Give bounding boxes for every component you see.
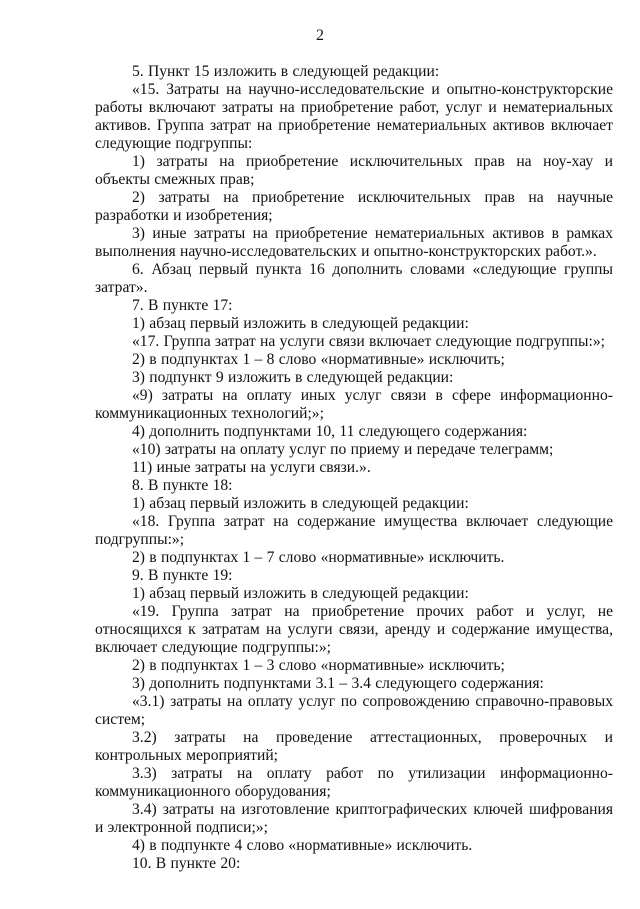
paragraph-clause-19: «19. Группа затрат на приобретение прочих работ и услуг, не относящихся к затратам на услуги связи, аренду и содержание имущества, включает следующие подгруппы:»;	[95, 603, 613, 656]
paragraph-item-9-sub-2: 2) в подпунктах 1 – 3 слово «нормативные» исключить;	[132, 657, 505, 674]
paragraph-item-8-sub-2: 2) в подпунктах 1 – 7 слово «нормативные» исключить.	[132, 549, 505, 566]
paragraph-item-8-sub-1: 1) абзац первый изложить в следующей редакции:	[132, 495, 469, 512]
paragraph-item-7-sub-3: 3) подпункт 9 изложить в следующей редакции:	[132, 369, 454, 386]
paragraph-subclause-11: 11) иные затраты на услуги связи.».	[132, 459, 371, 476]
paragraph-subitem-1: 1) затраты на приобретение исключительных прав на ноу-хау и объекты смежных прав;	[95, 153, 613, 188]
paragraph-item-9: 9. В пункте 19:	[132, 567, 233, 584]
paragraph-subclause-10: «10) затраты на оплату услуг по приему и передаче телеграмм;	[132, 441, 554, 458]
paragraph-item-5: 5. Пункт 15 изложить в следующей редакции:	[132, 63, 440, 80]
paragraph-subitem-3: 3) иные затраты на приобретение нематериальных активов в рамках выполнения научно-исследовательских и опытно-конструкторских работ.».	[95, 225, 613, 260]
paragraph-item-7-sub-2: 2) в подпунктах 1 – 8 слово «нормативные» исключить;	[132, 351, 505, 368]
paragraph-subitem-2: 2) затраты на приобретение исключительных прав на научные разработки и изобретения;	[95, 189, 613, 224]
paragraph-item-10: 10. В пункте 20:	[132, 855, 241, 872]
document-body	[95, 63, 613, 873]
paragraph-subclause-9: «9) затраты на оплату иных услуг связи в сфере информационно-коммуникационных технологий;»;	[95, 387, 613, 422]
paragraph-item-9-sub-1: 1) абзац первый изложить в следующей редакции:	[132, 585, 469, 602]
paragraph-subclause-3-4: 3.4) затраты на изготовление криптографических ключей шифрования и электронной подписи;»;	[95, 801, 613, 836]
paragraph-item-7-sub-1: 1) абзац первый изложить в следующей редакции:	[132, 315, 469, 332]
paragraph-item-8: 8. В пункте 18:	[132, 477, 233, 494]
paragraph-subclause-3-3: 3.3) затраты на оплату работ по утилизации информационно-коммуникационного оборудования;	[95, 765, 613, 800]
paragraph-item-9-sub-3: 3) дополнить подпунктами 3.1 – 3.4 следующего содержания:	[132, 675, 544, 692]
page-number: 2	[316, 27, 324, 44]
paragraph-subclause-3-2: 3.2) затраты на проведение аттестационных, проверочных и контрольных мероприятий;	[95, 729, 613, 764]
paragraph-item-7: 7. В пункте 17:	[132, 297, 233, 314]
paragraph-item-9-sub-4: 4) в подпункте 4 слово «нормативные» исключить.	[132, 837, 473, 854]
paragraph-clause-18: «18. Группа затрат на содержание имущества включает следующие подгруппы:»;	[95, 513, 613, 548]
paragraph-clause-15-intro: «15. Затраты на научно-исследовательские и опытно-конструкторские работы включают затраты на приобретение работ, услуг и нематериальных активов. Группа затрат на приобретение нематериальных активов включает следующие подгруппы:	[95, 81, 613, 152]
paragraph-item-7-sub-4: 4) дополнить подпунктами 10, 11 следующего содержания:	[132, 423, 528, 440]
paragraph-item-6: 6. Абзац первый пункта 16 дополнить словами «следующие группы затрат».	[95, 261, 613, 296]
paragraph-subclause-3-1: «3.1) затраты на оплату услуг по сопровождению справочно-правовых систем;	[95, 693, 613, 728]
paragraph-clause-17: «17. Группа затрат на услуги связи включает следующие подгруппы:»;	[132, 333, 605, 350]
